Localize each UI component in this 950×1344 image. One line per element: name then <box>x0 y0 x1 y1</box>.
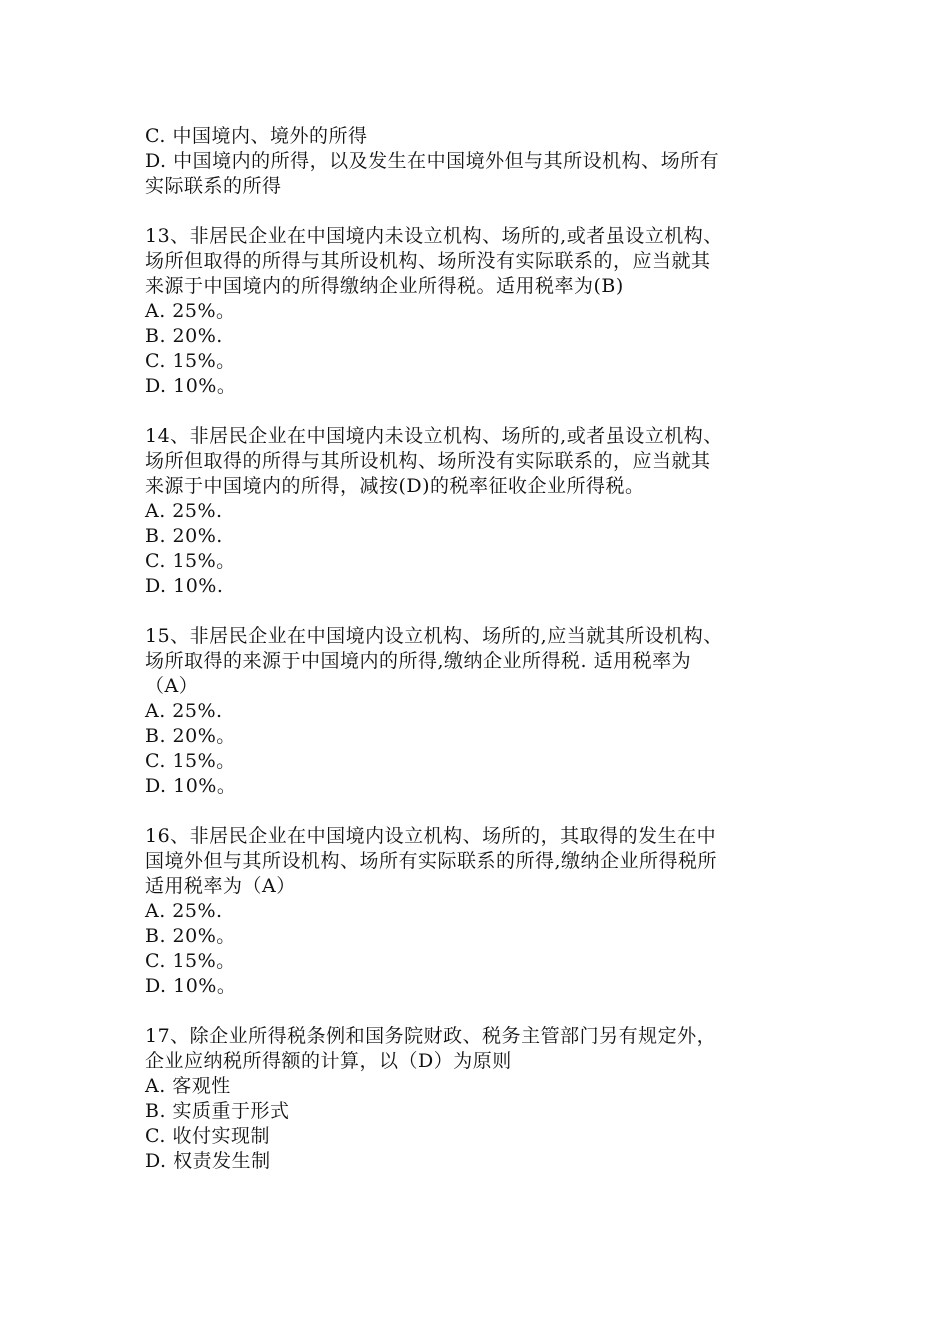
question-stem-line: （A） <box>145 675 199 697</box>
option-c: C. 15%。 <box>145 950 236 972</box>
question-stem-line: 17、除企业所得税条例和国务院财政、税务主管部门另有规定外， <box>145 1025 717 1047</box>
question-16 <box>145 824 825 999</box>
question-stem-line: 15、非居民企业在中国境内设立机构、场所的,应当就其所设机构、 <box>145 625 723 647</box>
question-stem-line: 14、非居民企业在中国境内未设立机构、场所的,或者虽设立机构、 <box>145 425 723 447</box>
option-a: A. 25%。 <box>145 300 236 322</box>
option-a: A. 25%. <box>145 900 223 922</box>
option-d: D. 10%。 <box>145 975 237 997</box>
question-15 <box>145 624 825 799</box>
document-page <box>145 124 825 1174</box>
option-d: D. 10%。 <box>145 375 237 397</box>
option-c: C. 15%。 <box>145 350 236 372</box>
question-13 <box>145 224 825 399</box>
question-stem-line: 场所取得的来源于中国境内的所得,缴纳企业所得税. 适用税率为 <box>145 650 692 672</box>
question-stem-line: 来源于中国境内的所得缴纳企业所得税。适用税率为(B) <box>145 275 624 297</box>
option-b: B. 20%。 <box>145 925 236 947</box>
question-14 <box>145 424 825 599</box>
option-d-continued: 实际联系的所得 <box>145 175 282 197</box>
question-17 <box>145 1024 825 1174</box>
option-a: A. 25%. <box>145 500 223 522</box>
option-a: A. 25%. <box>145 700 223 722</box>
option-b: B. 20%. <box>145 325 223 347</box>
question-stem-line: 国境外但与其所设机构、场所有实际联系的所得,缴纳企业所得税所 <box>145 850 718 872</box>
question-stem-line: 13、非居民企业在中国境内未设立机构、场所的,或者虽设立机构、 <box>145 225 723 247</box>
option-b: B. 20%. <box>145 525 223 547</box>
option-d: D. 10%。 <box>145 775 237 797</box>
option-c: C. 收付实现制 <box>145 1125 270 1147</box>
option-a: A. 客观性 <box>145 1075 231 1097</box>
option-c: C. 中国境内、境外的所得 <box>145 125 368 147</box>
question-stem-line: 场所但取得的所得与其所设机构、场所没有实际联系的，应当就其 <box>145 450 711 472</box>
carryover-options <box>145 124 825 199</box>
question-stem-line: 适用税率为（A） <box>145 875 296 897</box>
option-d: D. 中国境内的所得，以及发生在中国境外但与其所设机构、场所有 <box>145 150 720 172</box>
option-c: C. 15%。 <box>145 550 236 572</box>
option-d: D. 权责发生制 <box>145 1150 271 1172</box>
option-c: C. 15%。 <box>145 750 236 772</box>
option-d: D. 10%. <box>145 575 224 597</box>
question-stem-line: 来源于中国境内的所得，减按(D)的税率征收企业所得税。 <box>145 475 645 497</box>
question-stem-line: 16、非居民企业在中国境内设立机构、场所的，其取得的发生在中 <box>145 825 717 847</box>
question-stem-line: 企业应纳税所得额的计算，以（D）为原则 <box>145 1050 512 1072</box>
option-b: B. 20%。 <box>145 725 236 747</box>
question-stem-line: 场所但取得的所得与其所设机构、场所没有实际联系的，应当就其 <box>145 250 711 272</box>
option-b: B. 实质重于形式 <box>145 1100 290 1122</box>
